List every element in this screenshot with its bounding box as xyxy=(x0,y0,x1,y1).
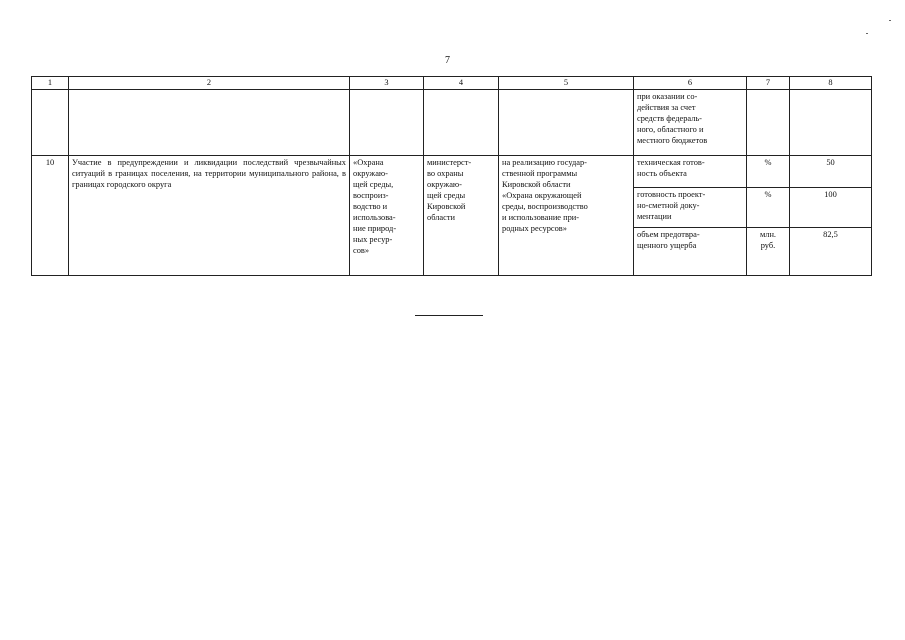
scan-speck xyxy=(866,33,868,34)
table-row xyxy=(32,156,872,188)
table-cell xyxy=(424,90,499,156)
indicator-value: 82,5 xyxy=(790,228,872,276)
activity-cell: Участие в предупреждении и ликвидации последствий чрезвычайных ситуаций в границах поселения, на территории муниципального района, в границах городского округа xyxy=(69,156,350,276)
program-cell: «Охрана окружаю- щей среды, воспроиз- водство и использова- ние природ- ных ресур- сов» xyxy=(350,156,424,276)
indicator-unit: % xyxy=(747,188,790,228)
col-header: 2 xyxy=(69,77,350,90)
table-cell xyxy=(32,90,69,156)
col-header: 7 xyxy=(747,77,790,90)
indicator-value: 100 xyxy=(790,188,872,228)
col-header: 4 xyxy=(424,77,499,90)
page-number: 7 xyxy=(445,55,450,66)
table-cell xyxy=(499,90,634,156)
continuation-row xyxy=(32,90,872,156)
ministry-cell: министерст- во охраны окружаю- щей среды Кировской области xyxy=(424,156,499,276)
purpose-cell: на реализацию государ- ственной программы Кировской области «Охрана окружающей среды, воспроизводство и использование при- родных ресурсов» xyxy=(499,156,634,276)
table-cell xyxy=(747,90,790,156)
col-header: 1 xyxy=(32,77,69,90)
table-cell xyxy=(350,90,424,156)
col-header: 3 xyxy=(350,77,424,90)
indicator-name: готовность проект- но-сметной доку- ментации xyxy=(634,188,747,228)
separator-line xyxy=(415,315,483,316)
indicator-unit: млн. руб. xyxy=(747,228,790,276)
column-number-row xyxy=(32,77,872,90)
table-cell xyxy=(69,90,350,156)
indicator-value: 50 xyxy=(790,156,872,188)
scan-speck xyxy=(889,20,891,21)
budget-table xyxy=(31,76,872,276)
indicator-name: техническая готов- ность объекта xyxy=(634,156,747,188)
indicator-name: объем предотвра- щенного ущерба xyxy=(634,228,747,276)
col-header: 8 xyxy=(790,77,872,90)
table-cell xyxy=(790,90,872,156)
col-header: 5 xyxy=(499,77,634,90)
row-number: 10 xyxy=(32,156,69,276)
indicator-cell: при оказании со- действия за счет средств федераль- ного, областного и местного бюджетов xyxy=(634,90,747,156)
indicator-unit: % xyxy=(747,156,790,188)
col-header: 6 xyxy=(634,77,747,90)
